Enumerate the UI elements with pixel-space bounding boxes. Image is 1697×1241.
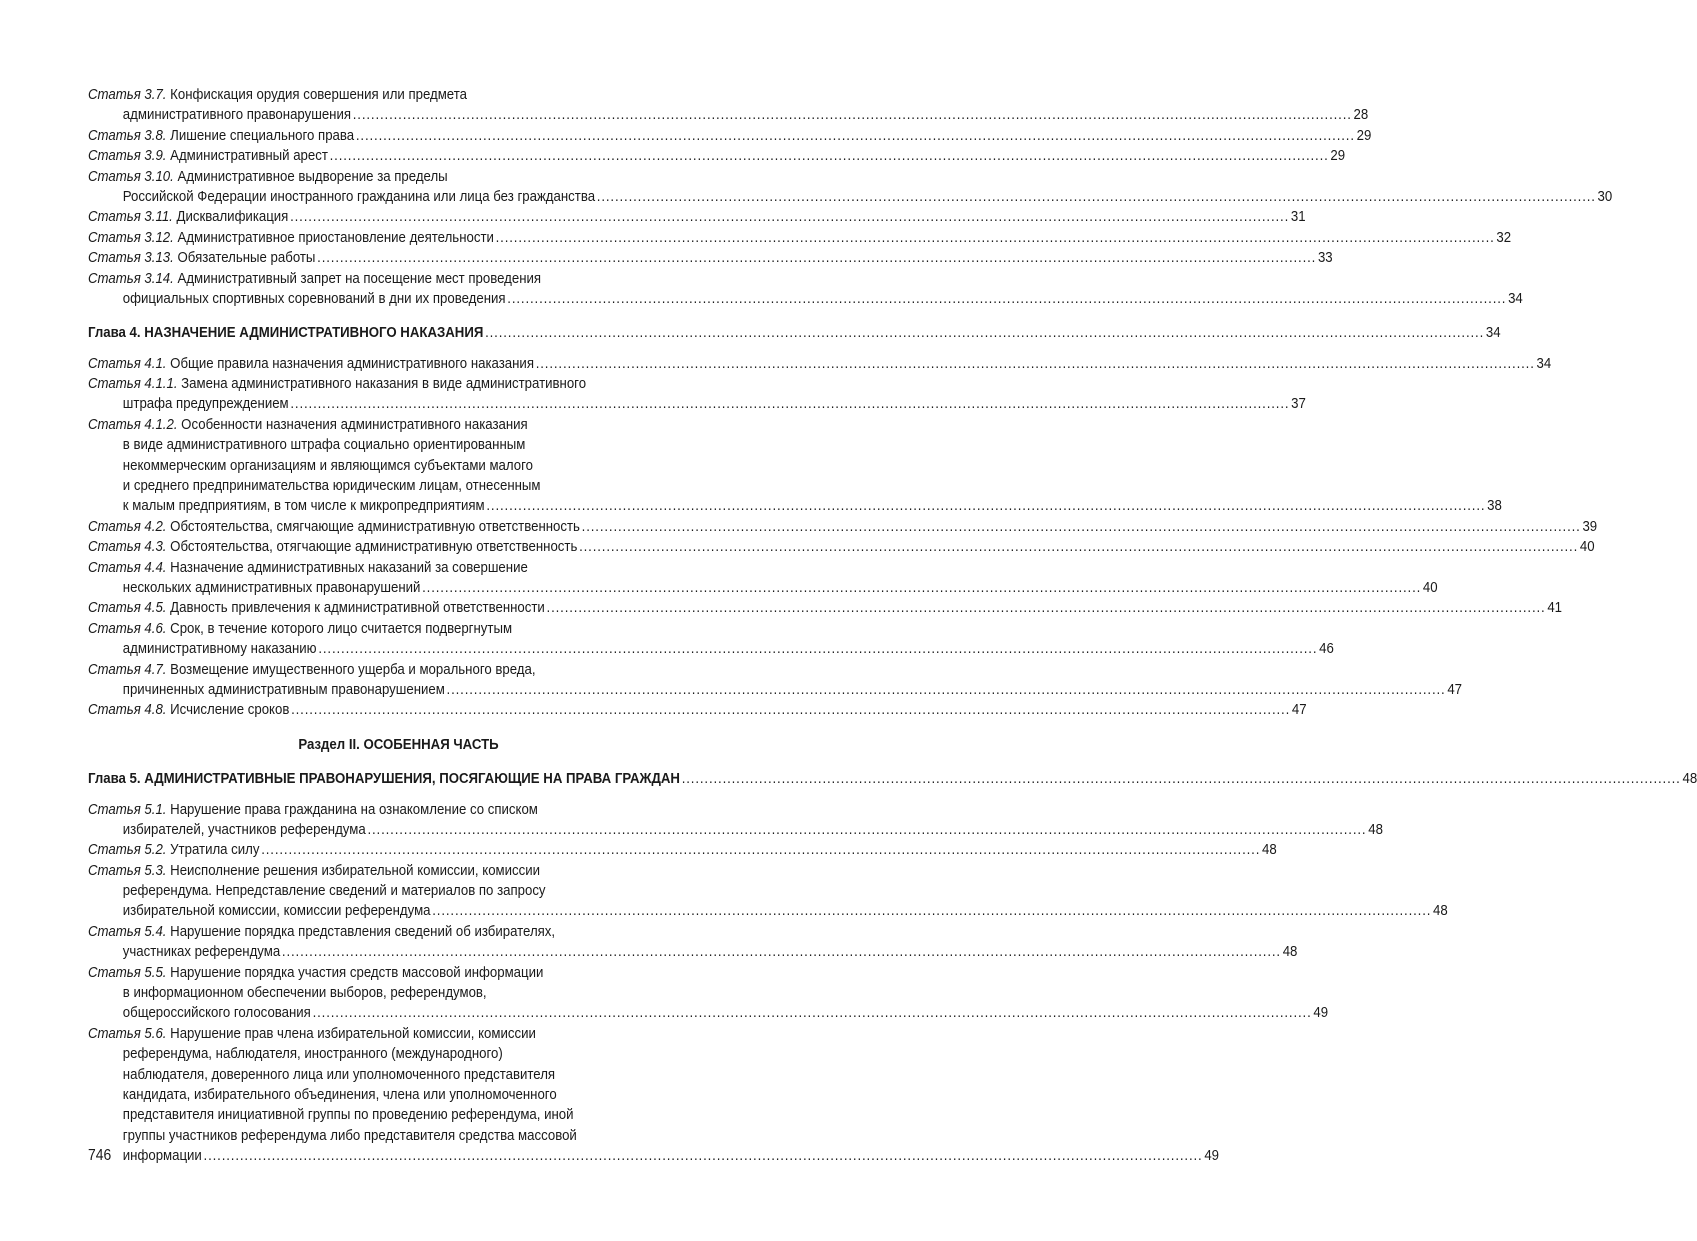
page-ref: 48: [1433, 902, 1448, 920]
chapter-title: Глава 5. АДМИНИСТРАТИВНЫЕ ПРАВОНАРУШЕНИЯ, ПОСЯГАЮЩИЕ НА ПРАВА ГРАЖДАН: [88, 770, 680, 788]
entry-text: [123, 456, 533, 476]
entry-title: Обязательные работы: [177, 249, 316, 267]
toc-entry[interactable]: [88, 800, 1383, 841]
entry-text: [123, 105, 351, 125]
toc-line: [88, 660, 709, 680]
toc-line: [88, 680, 1463, 700]
entry-text: [88, 269, 541, 289]
entry-title: Давность привлечения к административной ответственности: [170, 599, 545, 617]
dot-leader: ............................................................................................................................................................................................................................: [446, 680, 1446, 698]
toc-entry[interactable]: [88, 517, 1598, 537]
toc-line: [88, 126, 1372, 146]
entry-text: [88, 963, 543, 983]
article-ref: Статья 3.9.: [88, 147, 167, 165]
dot-leader: ............................................................................................................................................................................................................................: [596, 187, 1596, 205]
toc-entry[interactable]: [88, 861, 1448, 922]
toc-line: [88, 1065, 709, 1085]
toc-line: [88, 578, 1438, 598]
dot-leader: ............................................................................................................................................................................................................................: [312, 1004, 1312, 1022]
toc-entry[interactable]: [88, 922, 1298, 963]
entry-title: административному наказанию: [122, 640, 317, 658]
toc-line: [88, 800, 709, 820]
entry-text: [88, 922, 555, 942]
dot-leader: ............................................................................................................................................................................................................................: [291, 701, 1291, 719]
entry-title: избирательной комиссии, комиссии референдума: [122, 902, 431, 920]
toc-block-chapter3: [88, 85, 1613, 309]
entry-text: [88, 840, 259, 860]
toc-entry[interactable]: [88, 354, 1552, 374]
toc-line: [88, 187, 1613, 207]
entry-text: [123, 187, 595, 207]
toc-entry[interactable]: [88, 207, 1306, 227]
entry-title: Общие правила назначения административного наказания: [170, 354, 534, 372]
toc-line: [88, 496, 1502, 516]
entry-title: Административное приостановление деятельности: [177, 228, 494, 246]
entry-text: [123, 639, 317, 659]
entry-title: общероссийского голосования: [122, 1004, 311, 1022]
entry-title: Конфискация орудия совершения или предмета: [170, 86, 467, 103]
page-ref: 32: [1496, 228, 1512, 246]
toc-entry[interactable]: [88, 598, 1563, 618]
toc-entry[interactable]: [88, 619, 1334, 660]
toc-line: [88, 517, 1598, 537]
entry-text: [88, 537, 577, 557]
toc-line: [88, 1003, 1329, 1023]
entry-text: [88, 619, 512, 639]
dot-leader: ............................................................................................................................................................................................................................: [290, 395, 1290, 413]
dot-leader: ............................................................................................................................................................................................................................: [681, 770, 1681, 788]
toc-line: [88, 374, 709, 394]
toc-line: [88, 639, 1334, 659]
toc-line: [88, 1146, 1220, 1166]
toc-entry[interactable]: [88, 248, 1333, 268]
dot-leader: ............................................................................................................................................................................................................................: [203, 1147, 1203, 1165]
toc-line: [88, 942, 1298, 962]
dot-leader: ............................................................................................................................................................................................................................: [329, 147, 1329, 165]
toc-entry[interactable]: [88, 415, 1502, 517]
dot-leader: ............................................................................................................................................................................................................................: [485, 324, 1485, 342]
article-ref: Статья 4.2.: [88, 517, 167, 535]
dot-leader: ............................................................................................................................................................................................................................: [507, 289, 1507, 307]
entry-text: [123, 496, 485, 516]
page-ref: 30: [1597, 187, 1613, 205]
entry-title: кандидата, избирательного объединения, члена или уполномоченного: [122, 1085, 557, 1103]
page-ref: 40: [1422, 578, 1438, 596]
entry-title: Обстоятельства, смягчающие административную ответственность: [170, 517, 580, 535]
dot-leader: ............................................................................................................................................................................................................................: [261, 841, 1261, 859]
entry-title: Замена административного наказания в виде административного: [181, 375, 587, 393]
toc-line: [88, 1024, 709, 1044]
entry-text: [88, 660, 536, 680]
page-ref: 47: [1447, 680, 1463, 698]
dot-leader: ............................................................................................................................................................................................................................: [495, 228, 1495, 246]
entry-title: Административное выдворение за пределы: [177, 167, 448, 185]
entry-text: [123, 394, 289, 414]
entry-text: [123, 942, 280, 962]
entry-title: Российской Федерации иностранного гражданина или лица без гражданства: [122, 187, 596, 205]
entry-title: и среднего предпринимательства юридическим лицам, отнесенным: [122, 477, 541, 495]
entry-text: [123, 983, 487, 1003]
entry-title: группы участников референдума либо представителя средства массовой: [122, 1126, 577, 1144]
dot-leader: ............................................................................................................................................................................................................................: [581, 517, 1581, 535]
article-ref: Статья 3.13.: [88, 249, 174, 267]
entry-text: [88, 598, 545, 618]
entry-title: Административный арест: [170, 147, 328, 165]
toc-line: [88, 435, 709, 455]
toc-entry[interactable]: [88, 700, 1307, 720]
dot-leader: ............................................................................................................................................................................................................................: [579, 538, 1579, 556]
page-ref: 39: [1582, 517, 1598, 535]
toc-line: [88, 1085, 709, 1105]
toc-line: [88, 861, 709, 881]
toc-line: [88, 105, 1369, 125]
article-ref: Статья 4.1.1.: [88, 375, 178, 393]
entry-title: в информационном обеспечении выборов, референдумов,: [122, 984, 487, 1002]
entry-text: [123, 1003, 311, 1023]
entry-text: [123, 1044, 503, 1064]
page-ref: 31: [1290, 208, 1306, 226]
entry-title: представителя инициативной группы по проведению референдума, иной: [122, 1106, 574, 1124]
page-ref: 34: [1508, 289, 1523, 307]
entry-text: [88, 85, 467, 105]
toc-line: [88, 207, 1306, 227]
entry-text: [88, 861, 540, 881]
article-ref: Статья 4.1.2.: [88, 415, 178, 433]
entry-title: Нарушение порядка участия средств массовой информации: [170, 963, 544, 981]
toc-line: [88, 354, 1552, 374]
article-ref: Статья 5.5.: [88, 963, 167, 981]
toc-block-chapter5: [88, 800, 1448, 1167]
page-ref: 48: [1282, 943, 1298, 961]
entry-title: Назначение административных наказаний за совершение: [170, 558, 528, 576]
entry-text: [123, 820, 366, 840]
toc-entry[interactable]: [88, 1024, 1220, 1167]
dot-leader: ............................................................................................................................................................................................................................: [281, 943, 1281, 961]
dot-leader: ............................................................................................................................................................................................................................: [422, 578, 1422, 596]
entry-title: нескольких административных правонарушений: [122, 578, 421, 596]
toc-line: [88, 1126, 709, 1146]
entry-title: Утратила силу: [170, 841, 260, 859]
page-ref: 40: [1579, 538, 1595, 556]
toc-chapter-4[interactable]: [88, 323, 1501, 343]
toc-line: [88, 537, 1595, 557]
entry-text: [88, 517, 580, 537]
page-number: 746: [88, 1147, 112, 1164]
entry-text: [123, 1085, 557, 1105]
toc-line: [88, 840, 1277, 860]
entry-title: штрафа предупреждением: [122, 395, 289, 413]
entry-text: [123, 578, 421, 598]
toc-entry[interactable]: [88, 228, 1512, 248]
entry-title: Лишение специального права: [170, 126, 355, 144]
toc-line: [88, 1105, 709, 1125]
toc-entry[interactable]: [88, 269, 1523, 310]
dot-leader: ............................................................................................................................................................................................................................: [352, 106, 1352, 124]
toc-line: [88, 248, 1333, 268]
entry-title: Особенности назначения административного наказания: [181, 415, 528, 433]
entry-title: Обстоятельства, отягчающие административную ответственность: [170, 538, 578, 556]
toc-line: [88, 619, 709, 639]
article-ref: Статья 3.10.: [88, 167, 174, 185]
article-ref: Статья 3.12.: [88, 228, 174, 246]
entry-text: [123, 1105, 574, 1125]
entry-title: Срок, в течение которого лицо считается подвергнутым: [170, 619, 513, 637]
dot-leader: ............................................................................................................................................................................................................................: [432, 902, 1432, 920]
entry-title: референдума. Непредставление сведений и материалов по запросу: [122, 882, 546, 900]
article-ref: Статья 4.6.: [88, 619, 167, 637]
toc-line: [88, 146, 1346, 166]
dot-leader: ............................................................................................................................................................................................................................: [486, 497, 1486, 515]
toc-line: [88, 476, 709, 496]
entry-title: Административный запрет на посещение мест проведения: [177, 269, 542, 287]
entry-title: причиненных административным правонарушением: [122, 680, 445, 698]
page-ref: 38: [1487, 497, 1502, 515]
toc-entry[interactable]: [88, 537, 1595, 557]
article-ref: Статья 4.8.: [88, 701, 167, 719]
article-ref: Статья 4.5.: [88, 599, 167, 617]
toc-line: [88, 167, 709, 187]
chapter-title: Глава 4. НАЗНАЧЕНИЕ АДМИНИСТРАТИВНОГО НАКАЗАНИЯ: [88, 324, 484, 342]
article-ref: Статья 4.3.: [88, 538, 167, 556]
page-ref: 34: [1536, 354, 1552, 372]
table-of-contents: [88, 85, 1697, 1167]
entry-text: [123, 881, 546, 901]
toc-line: [88, 85, 709, 105]
toc-entry[interactable]: [88, 146, 1346, 166]
entry-title: Нарушение порядка представления сведений об избирателях,: [170, 922, 556, 940]
article-ref: Статья 3.8.: [88, 126, 167, 144]
article-ref: Статья 5.2.: [88, 841, 167, 859]
entry-title: Неисполнение решения избирательной комиссии, комиссии: [170, 861, 540, 879]
entry-text: [123, 476, 541, 496]
toc-entry[interactable]: [88, 840, 1277, 860]
entry-text: [88, 374, 586, 394]
article-ref: Статья 5.1.: [88, 800, 167, 818]
entry-title: административного правонарушения: [122, 106, 352, 124]
article-ref: Статья 3.14.: [88, 269, 174, 287]
entry-title: информации: [122, 1147, 202, 1165]
entry-title: в виде административного штрафа социально ориентированным: [122, 436, 526, 454]
page-ref: 37: [1291, 395, 1306, 413]
article-ref: Статья 5.3.: [88, 861, 167, 879]
page-ref: 28: [1353, 106, 1369, 124]
entry-text: [123, 901, 431, 921]
entry-text: [123, 289, 506, 309]
dot-leader: ............................................................................................................................................................................................................................: [535, 354, 1535, 372]
entry-title: избирателей, участников референдума: [122, 820, 366, 838]
entry-text: [88, 558, 528, 578]
page-ref: 48: [1261, 841, 1277, 859]
toc-line: [88, 881, 709, 901]
toc-entry[interactable]: [88, 660, 1463, 701]
entry-title: референдума, наблюдателя, иностранного (международного): [122, 1045, 503, 1063]
toc-entry[interactable]: [88, 126, 1372, 146]
entry-title: Исчисление сроков: [170, 701, 290, 719]
entry-text: [88, 248, 315, 268]
entry-text: [123, 1146, 202, 1166]
toc-line: [88, 700, 1307, 720]
entry-text: [88, 1024, 536, 1044]
entry-title: некоммерческим организациям и являющимся субъектами малого: [122, 456, 533, 474]
entry-text: [88, 415, 528, 435]
toc-line: [88, 922, 709, 942]
section-heading: Раздел II. ОСОБЕННАЯ ЧАСТЬ: [298, 735, 499, 753]
article-ref: Статья 3.7.: [88, 86, 167, 103]
entry-text: [88, 800, 538, 820]
dot-leader: ............................................................................................................................................................................................................................: [290, 208, 1290, 226]
toc-line: [88, 415, 709, 435]
toc-entry[interactable]: [88, 963, 1329, 1024]
page-ref: 49: [1204, 1147, 1220, 1165]
dot-leader: ............................................................................................................................................................................................................................: [317, 249, 1317, 267]
entry-text: [88, 126, 354, 146]
toc-entry[interactable]: [88, 167, 1613, 208]
toc-line: [88, 820, 1383, 840]
page-ref: 48: [1368, 820, 1383, 838]
page-ref: 29: [1330, 147, 1346, 165]
dot-leader: ............................................................................................................................................................................................................................: [318, 640, 1318, 658]
toc-line: [88, 1044, 709, 1064]
toc-line: [88, 983, 709, 1003]
toc-entry[interactable]: [88, 374, 1306, 415]
page-ref: 34: [1485, 324, 1501, 342]
article-ref: Статья 5.6.: [88, 1024, 167, 1042]
entry-title: Возмещение имущественного ущерба и морального вреда,: [170, 660, 536, 678]
entry-text: [123, 1126, 577, 1146]
toc-line: [88, 228, 1512, 248]
article-ref: Статья 4.1.: [88, 354, 167, 372]
entry-title: Нарушение права гражданина на ознакомление со списком: [170, 800, 538, 818]
toc-line: [88, 963, 709, 983]
entry-title: наблюдателя, доверенного лица или уполномоченного представителя: [122, 1065, 556, 1083]
dot-leader: ............................................................................................................................................................................................................................: [355, 126, 1355, 144]
toc-line: [88, 456, 709, 476]
entry-text: [88, 354, 534, 374]
toc-line: [88, 394, 1306, 414]
entry-title: к малым предприятиям, в том числе к микропредприятиям: [122, 497, 485, 515]
toc-line: [88, 598, 1563, 618]
entry-text: [88, 228, 494, 248]
toc-chapter-5[interactable]: [88, 769, 1697, 789]
entry-text: [88, 207, 288, 227]
entry-text: [88, 167, 448, 187]
article-ref: Статья 3.11.: [88, 208, 173, 226]
article-ref: Статья 4.7.: [88, 660, 167, 678]
page-ref: 49: [1313, 1004, 1329, 1022]
entry-text: [123, 435, 526, 455]
toc-line: [88, 558, 709, 578]
toc-line: [88, 269, 709, 289]
entry-title: Дисквалификация: [176, 208, 289, 226]
entry-text: [88, 700, 289, 720]
dot-leader: ............................................................................................................................................................................................................................: [546, 599, 1546, 617]
page-ref: 47: [1291, 701, 1307, 719]
article-ref: Статья 5.4.: [88, 922, 167, 940]
page-ref: 41: [1547, 599, 1563, 617]
page-ref: 48: [1682, 770, 1697, 788]
page-ref: 46: [1319, 640, 1334, 658]
toc-line: [88, 289, 1523, 309]
entry-title: официальных спортивных соревнований в дни их проведения: [122, 289, 506, 307]
article-ref: Статья 4.4.: [88, 558, 167, 576]
page-ref: 33: [1317, 249, 1333, 267]
dot-leader: ............................................................................................................................................................................................................................: [367, 820, 1367, 838]
toc-line: [88, 901, 1448, 921]
entry-title: Нарушение прав члена избирательной комиссии, комиссии: [170, 1024, 536, 1042]
entry-text: [88, 146, 328, 166]
toc-block-chapter4: [88, 354, 1598, 721]
page-ref: 29: [1356, 126, 1372, 144]
toc-entry[interactable]: [88, 558, 1438, 599]
entry-title: участниках референдума: [122, 943, 281, 961]
toc-entry[interactable]: [88, 85, 1369, 126]
entry-text: [123, 1065, 555, 1085]
entry-text: [123, 680, 445, 700]
